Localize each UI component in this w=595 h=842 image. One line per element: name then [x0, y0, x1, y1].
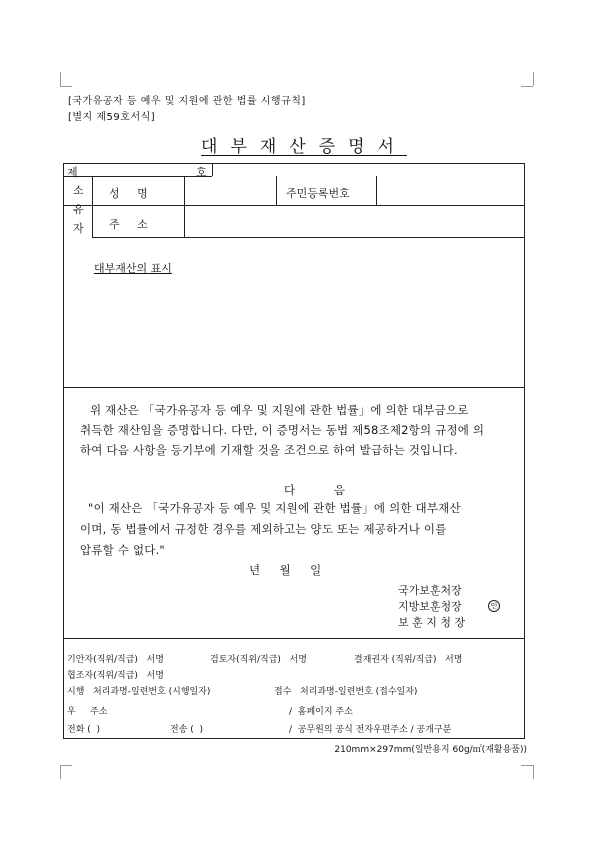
crop-mark [521, 765, 533, 766]
reviewer-sign: 검토자(직위/직급) 서명 [210, 655, 307, 665]
note-heading: 다 음 [284, 483, 346, 497]
certificate-form [63, 163, 525, 739]
approver-sign: 결재권자 (직위/직급) 서명 [354, 655, 463, 665]
body-line: 위 재산은 「국가유공자 등 예우 및 지원에 관한 법률」에 의한 대부금으로 [90, 403, 469, 417]
enforcement-info: 시행 처리과명-일련번호 (시행일자) [67, 687, 211, 697]
owner-label-2: 유 [73, 203, 84, 216]
form-number: [별지 제59호서식] [68, 112, 156, 123]
homepage-address: / 홈페이지 주소 [289, 707, 353, 717]
fax: 전송 ( ) [170, 725, 203, 735]
postal-address: 우 주소 [67, 707, 108, 717]
issuer-1: 국가보훈처장 [398, 584, 462, 597]
issuer-2: 지방보훈청장 [398, 600, 462, 613]
seal-mark: 인 [488, 600, 500, 612]
crop-mark [60, 72, 61, 86]
owner-label-1: 소 [73, 184, 84, 197]
crop-mark [60, 765, 72, 766]
crop-mark [60, 765, 61, 779]
crop-mark [533, 765, 534, 779]
body-line: 취득한 재산임을 증명합니다. 다만, 이 증명서는 동법 제58조제2항의 규정에 의 [80, 423, 485, 437]
crop-mark [521, 86, 533, 87]
note-line: 압류할 수 없다." [80, 543, 165, 557]
issuer-3: 보 훈 지 청 장 [398, 616, 466, 629]
paper-spec: 210mm×297mm(일반용지 60g/㎡(재활용품)) [334, 745, 527, 755]
phone: 전화 ( ) [67, 725, 100, 735]
document-title: 대부재산증명서 [201, 137, 407, 157]
property-label: 대부재산의 표시 [94, 262, 172, 275]
note-line: 이며, 동 법률에서 규정한 경우를 제외하고는 양도 또는 제공하거나 이를 [80, 522, 447, 536]
id-number-label: 주민등록번호 [286, 187, 350, 200]
body-line: 하여 다음 사항을 등기부에 기재할 것을 조건으로 하여 발급하는 것입니다. [80, 443, 458, 457]
number-suffix: 호 [196, 166, 207, 179]
receipt-info: 접수 처리과명-일련번호 (접수일자) [274, 687, 418, 697]
law-reference: [국가유공자 등 예우 및 지원에 관한 법률 시행규칙] [68, 96, 306, 107]
address-label: 주 소 [109, 218, 148, 231]
number-label: 제 [67, 166, 78, 179]
name-label: 성 명 [109, 187, 148, 200]
collaborator-sign: 협조자(직위/직급) 서명 [67, 671, 164, 681]
drafter-sign: 기안자(직위/직급) 서명 [67, 655, 164, 665]
date-label: 년 월 일 [249, 563, 322, 577]
note-line: "이 재산은 「국가유공자 등 예우 및 지원에 관한 법률」에 의한 대부재산 [88, 501, 461, 515]
official-email: / 공무원의 공식 전자우편주소 / 공개구분 [289, 725, 452, 735]
owner-label-3: 자 [73, 222, 84, 235]
crop-mark [533, 72, 534, 86]
crop-mark [60, 86, 72, 87]
